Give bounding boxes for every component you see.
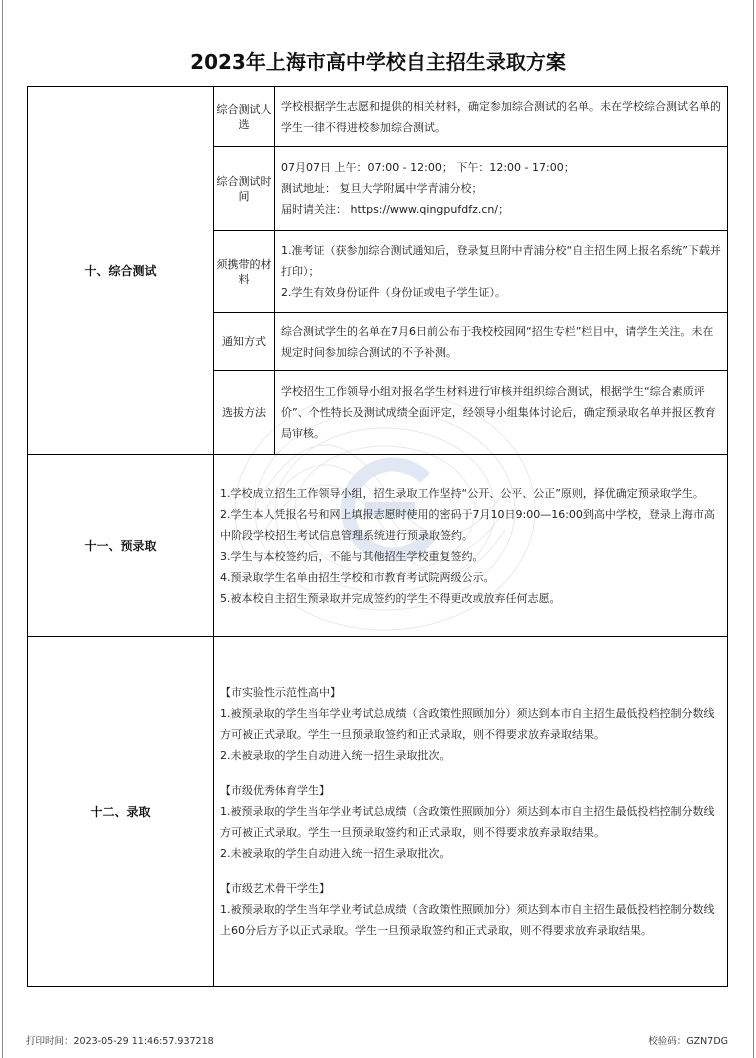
table-row <box>28 87 728 147</box>
content-line: 1.学校成立招生工作领导小组，招生录取工作坚持“公开、公平、公正”原则，择优确定预录取学生。 <box>220 486 704 500</box>
content-line: 2.未被录取的学生自动进入统一招生录取批次。 <box>220 847 451 860</box>
content-line: 2.学生本人凭报名号和网上填报志愿时使用的密码于7月10日9:00—16:00到高中学校，登录上海市高中阶段学校招生考试信息管理系统进行预录取签约。 <box>220 507 715 542</box>
content-line: 3.学生与本校签约后，不能与其他招生学校重复签约。 <box>220 549 484 563</box>
content-line: 综合测试学生的名单在7月6日前公布于我校校园网“招生专栏”栏目中，请学生关注。未在规定时间参加综合测试的不予补测。 <box>281 324 714 359</box>
row-content <box>275 231 728 313</box>
document-title: 2023年上海市高中学校自主招生录取方案 <box>190 50 566 74</box>
section-11-content <box>214 455 728 637</box>
content-line: 1.被预录取的学生当年学业考试总成绩（含政策性照顾加分）须达到本市自主招生最低投档控制分数线方可被正式录取。学生一旦预录取签约和正式录取，则不得要求放弃录取结果。 <box>220 805 715 839</box>
group-heading: 【市级优秀体育学生】 <box>220 784 330 797</box>
content-line: 1.被预录取的学生当年学业考试总成绩（含政策性照顾加分）须达到本市自主招生最低投档控制分数线上60分后方予以正式录取。学生一旦预录取签约和正式录取，则不得要求放弃录取结果。 <box>220 903 715 937</box>
content-line: 2.未被录取的学生自动进入统一招生录取批次。 <box>220 749 451 762</box>
table-row <box>28 637 728 987</box>
section-10-title: 十、综合测试 <box>28 87 214 455</box>
row-content <box>275 313 728 371</box>
content-line: 5.被本校自主招生预录取并完成签约的学生不得更改或放弃任何志愿。 <box>220 591 561 605</box>
group-heading: 【市级艺术骨干学生】 <box>220 882 330 895</box>
row-label: 综合测试人选 <box>214 87 275 147</box>
row-label: 综合测试时间 <box>214 147 275 231</box>
content-line: 1.被预录取的学生当年学业考试总成绩（含政策性照顾加分）须达到本市自主招生最低投档控制分数线方可被正式录取。学生一旦预录取签约和正式录取，则不得要求放弃录取结果。 <box>220 707 715 741</box>
content-line: 4.预录取学生名单由招生学校和市教育考试院两级公示。 <box>220 570 495 584</box>
website-link[interactable]: 届时请关注： https://www.qingpufdfz.cn/； <box>281 203 510 216</box>
row-content <box>275 87 728 147</box>
row-content <box>275 371 728 455</box>
section-12-title: 十二、录取 <box>28 637 214 987</box>
check-code: 校验码：GZN7DG <box>648 1036 728 1047</box>
content-line: 07月07日 上午：07:00 - 12:00； 下午：12:00 - 17:00； <box>281 161 575 174</box>
content-line: 学校根据学生志愿和提供的相关材料，确定参加综合测试的名单。未在学校综合测试名单的学生一律不得进校参加综合测试。 <box>281 99 721 134</box>
row-label: 须携带的材料 <box>214 231 275 313</box>
table-row <box>28 455 728 637</box>
section-11-title: 十一、预录取 <box>28 455 214 637</box>
content-line: 测试地址： 复旦大学附属中学青浦分校； <box>281 182 483 195</box>
print-time: 打印时间：2023-05-29 11:46:57.937218 <box>26 1036 214 1047</box>
spacer <box>220 766 721 780</box>
row-content <box>275 147 728 231</box>
row-label: 选拔方法 <box>214 371 275 455</box>
content-line: 1.准考证（获参加综合测试通知后，登录复旦附中青浦分校“自主招生网上报名系统”下载并打印）； <box>281 244 721 278</box>
group-heading: 【市实验性示范性高中】 <box>220 686 341 699</box>
spacer <box>220 864 721 878</box>
content-line: 学校招生工作领导小组对报名学生材料进行审核并组织综合测试，根据学生“综合素质评价”、个性特长及测试成绩全面评定，经领导小组集体讨论后，确定预录取名单并报区教育局审核。 <box>281 385 716 440</box>
admission-plan-table <box>27 86 728 987</box>
section-12-content <box>214 637 728 987</box>
page-border-left <box>2 0 3 1058</box>
row-label: 通知方式 <box>214 313 275 371</box>
page-border-right <box>753 0 754 1058</box>
content-line: 2.学生有效身份证件（身份证或电子学生证）。 <box>281 286 506 299</box>
